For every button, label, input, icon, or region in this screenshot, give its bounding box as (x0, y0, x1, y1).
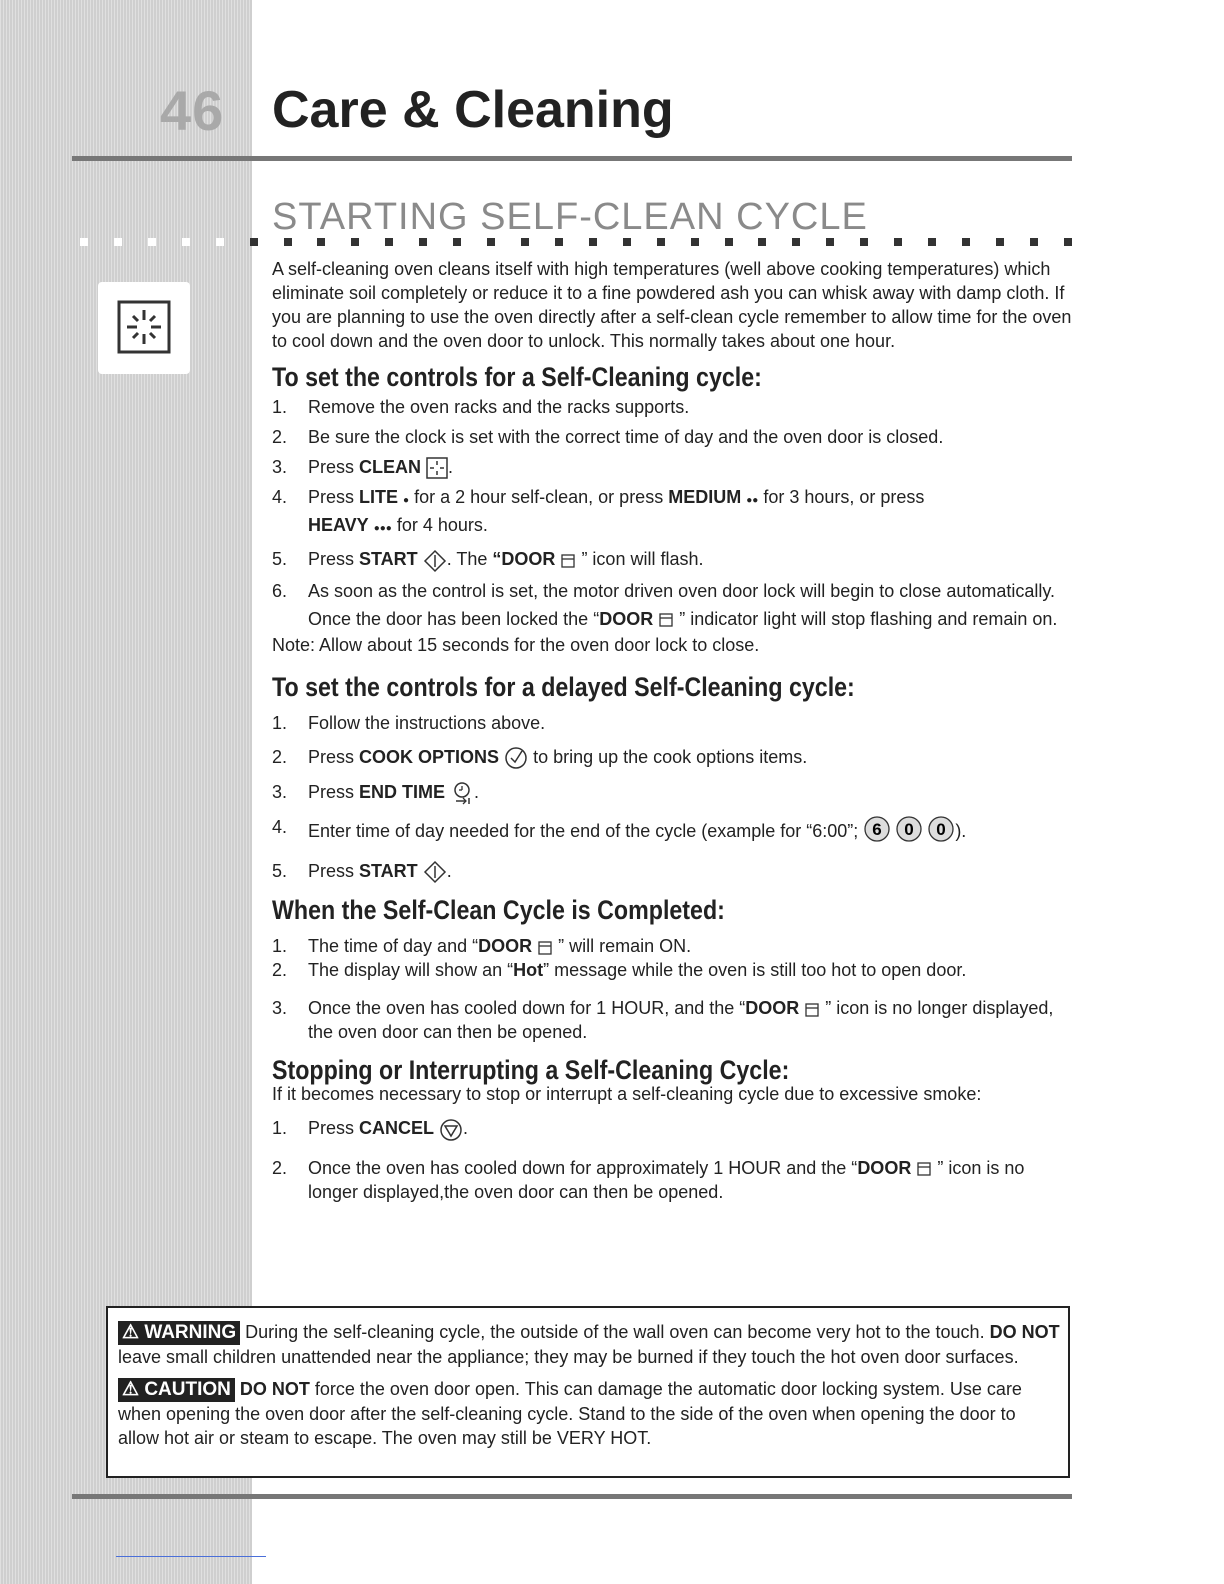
door-lock-icon (658, 612, 674, 628)
list-item: 2. Once the oven has cooled down for approximately 1 HOUR and the “DOOR ” icon is no longer displayed,the oven door can then be opened. (272, 1157, 1025, 1202)
main-content (272, 257, 1072, 1204)
clean-icon-box (98, 282, 190, 374)
cook-options-icon (504, 746, 528, 770)
list-item: 1. Follow the instructions above. (272, 712, 546, 733)
dotted-divider (80, 238, 1072, 248)
list-item: 2. Press COOK OPTIONS to bring up the cook options items. (272, 745, 1072, 770)
footer-rule (72, 1494, 1072, 1499)
list-item: 2. The display will show an “Hot” message while the oven is still too hot to open door. (272, 960, 967, 981)
end-time-icon (450, 781, 474, 805)
start-icon (423, 549, 447, 573)
completed-list (272, 934, 1072, 1044)
digit-key: 0 (936, 820, 947, 839)
digit-keys-icon (863, 815, 955, 843)
list-item: 4. Press LITE ● for a 2 hour self-clean, or press MEDIUM ●● for 3 hours, or press HEAVY ●●● for 4 hours. (272, 487, 925, 536)
heading-set-controls: To set the controls for a Self-Cleaning cycle: (272, 362, 762, 392)
list-item: 3. Press CLEAN . (272, 455, 1072, 479)
clean-icon (117, 300, 171, 354)
list-item: 3. Once the oven has cooled down for 1 HOUR, and the “DOOR ” icon is no longer displayed, the oven door can then be opened. (272, 998, 1054, 1043)
list-item: 2. Be sure the clock is set with the correct time of day and the oven door is closed. (272, 427, 944, 447)
warning-badge: ⚠ WARNING (118, 1321, 240, 1345)
page-title: Care & Cleaning (272, 81, 674, 139)
warning-box (106, 1306, 1070, 1478)
section-title: STARTING SELF-CLEAN CYCLE (272, 196, 868, 238)
digit-key: 6 (872, 820, 883, 839)
digit-keys (863, 815, 955, 849)
warning-paragraph: ⚠ WARNING During the self-cleaning cycle, the outside of the wall oven can become very hot to the touch. DO NOT leave small children unattended near the appliance; they may be burned if they touch the hot oven door surfaces. (118, 1322, 1060, 1367)
digit-key: 0 (904, 820, 915, 839)
door-lock-icon (916, 1161, 932, 1177)
intro-paragraph: A self-cleaning oven cleans itself with high temperatures (well above cooking temperatures) which eliminate soil completely or reduce it to a fine powdered ash you can whisk away with damp cloth. If you are planning to use the oven directly after a self-clean cycle remember to allow time for the oven to cool down and the oven door to unlock. This normally takes about one hour. (272, 259, 1072, 351)
stopping-intro: If it becomes necessary to stop or interrupt a self-cleaning cycle due to excessive smoke: (272, 1084, 982, 1105)
caution-paragraph: ⚠ CAUTION DO NOT force the oven door open. This can damage the automatic door locking system. Use care when opening the oven door after the self-cleaning cycle. Stand to the side of the oven when opening the door to allow hot air or steam to escape. The oven may still be VERY HOT. (118, 1379, 1022, 1448)
list-item: 4. Enter time of day needed for the end of the cycle (example for “6:00”; 6 0 0 ). (272, 815, 1072, 849)
note: Note: Allow about 15 seconds for the oven door lock to close. (272, 634, 760, 655)
list-item: 1. Remove the oven racks and the racks supports. (272, 397, 690, 417)
start-icon (423, 860, 447, 884)
footer-line (116, 1556, 266, 1557)
list-item: 1. Press CANCEL . (272, 1116, 1072, 1141)
page-number: 46 (160, 79, 225, 142)
heading-delayed: To set the controls for a delayed Self-Cleaning cycle: (272, 671, 855, 702)
list-item: 1. The time of day and “DOOR ” will remain ON. (272, 936, 692, 957)
door-lock-icon (537, 940, 553, 956)
stopping-list (272, 1116, 1072, 1203)
cancel-icon (439, 1118, 463, 1142)
caution-badge: ⚠ CAUTION (118, 1378, 235, 1402)
header-rule (72, 156, 1072, 161)
list-item: 3. Press END TIME . (272, 780, 1072, 805)
clean-key-icon (426, 457, 448, 479)
door-lock-icon (560, 553, 576, 569)
heading-stopping: Stopping or Interrupting a Self-Cleaning Cycle: (272, 1055, 790, 1086)
list-item: 5. Press START . (272, 859, 1072, 884)
list-item: 5. Press START . The “DOOR ” icon will flash. (272, 547, 1072, 572)
door-lock-icon (804, 1002, 820, 1018)
set-controls-list (272, 395, 1072, 633)
heading-completed: When the Self-Clean Cycle is Completed: (272, 895, 725, 926)
delayed-list (272, 711, 1072, 885)
list-item: 6. As soon as the control is set, the motor driven oven door lock will begin to close automatically. Once the door has been locked the “DOOR ” indicator light will stop flashing and remain on. (272, 580, 1058, 629)
